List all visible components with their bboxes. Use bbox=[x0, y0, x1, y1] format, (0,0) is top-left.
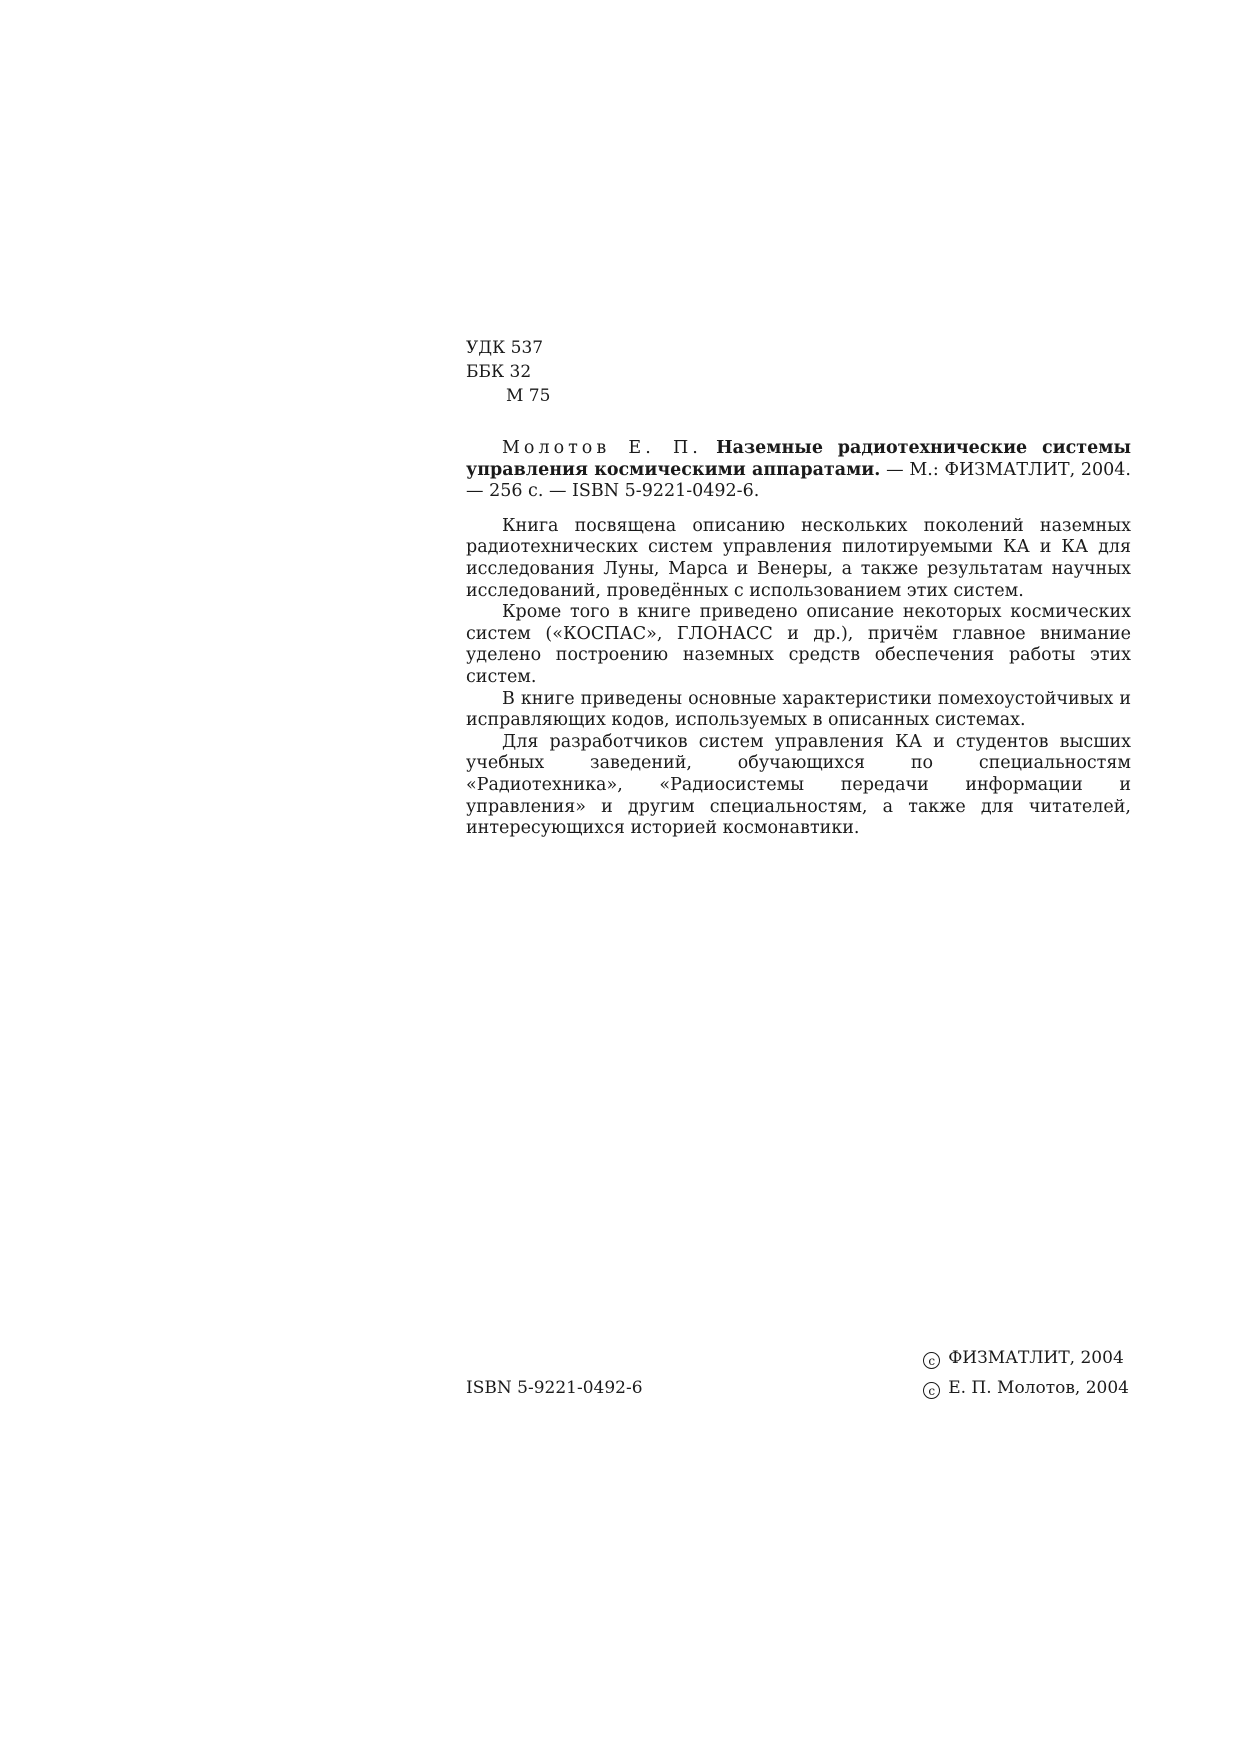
copyright-line-author bbox=[923, 1373, 1129, 1403]
copyright-block bbox=[923, 1343, 1129, 1403]
isbn-footer: ISBN 5-9221-0492-6 bbox=[466, 1378, 643, 1398]
author-mark: М 75 bbox=[506, 386, 551, 406]
copyright-publisher: ФИЗМАТЛИТ, 2004 bbox=[948, 1348, 1124, 1368]
copyright-author: Е. П. Молотов, 2004 bbox=[948, 1378, 1129, 1398]
main-text bbox=[466, 438, 1131, 840]
copyright-icon: c bbox=[923, 1382, 940, 1399]
bbk-code: ББК 32 bbox=[466, 362, 532, 382]
copyright-line-publisher bbox=[923, 1343, 1129, 1373]
book-title: Наземные радиотехнические системы управления космическими аппаратами. bbox=[466, 438, 1131, 480]
classification-codes bbox=[466, 336, 550, 408]
copyright-icon: c bbox=[923, 1352, 940, 1369]
bibliographic-record bbox=[466, 438, 1131, 503]
imprint: — М.: ФИЗМАТЛИТ, 2004. — 256 с. — ISBN 5-9221-0492-6. bbox=[466, 459, 1131, 502]
abstract-paragraph: Кроме того в книге приведено описание некоторых космических систем («КОСПАС», ГЛОНАСС и др.), причём главное внимание уделено построению наземных средств обеспечения работы этих систем. bbox=[466, 602, 1131, 687]
abstract-paragraph: Для разработчиков систем управления КА и студентов высших учебных заведений, обучающихся по специальностям «Радиотехника», «Радиосистемы передачи информации и управления» и другим специальностям, а также для читателей, интересующихся историей космонавтики. bbox=[466, 731, 1131, 839]
abstract-paragraph: В книге приведены основные характеристики помехоустойчивых и исправляющих кодов, используемых в описанных системах. bbox=[466, 688, 1131, 731]
author-name: Молотов Е. П. bbox=[502, 438, 702, 458]
abstract-paragraph: Книга посвящена описанию нескольких поколений наземных радиотехнических систем управления пилотируемыми КА и КА для исследования Луны, Марса и Венеры, а также результатам научных исследований, проведённых с использованием этих систем. bbox=[466, 515, 1131, 601]
udk-code: УДК 537 bbox=[466, 338, 544, 358]
